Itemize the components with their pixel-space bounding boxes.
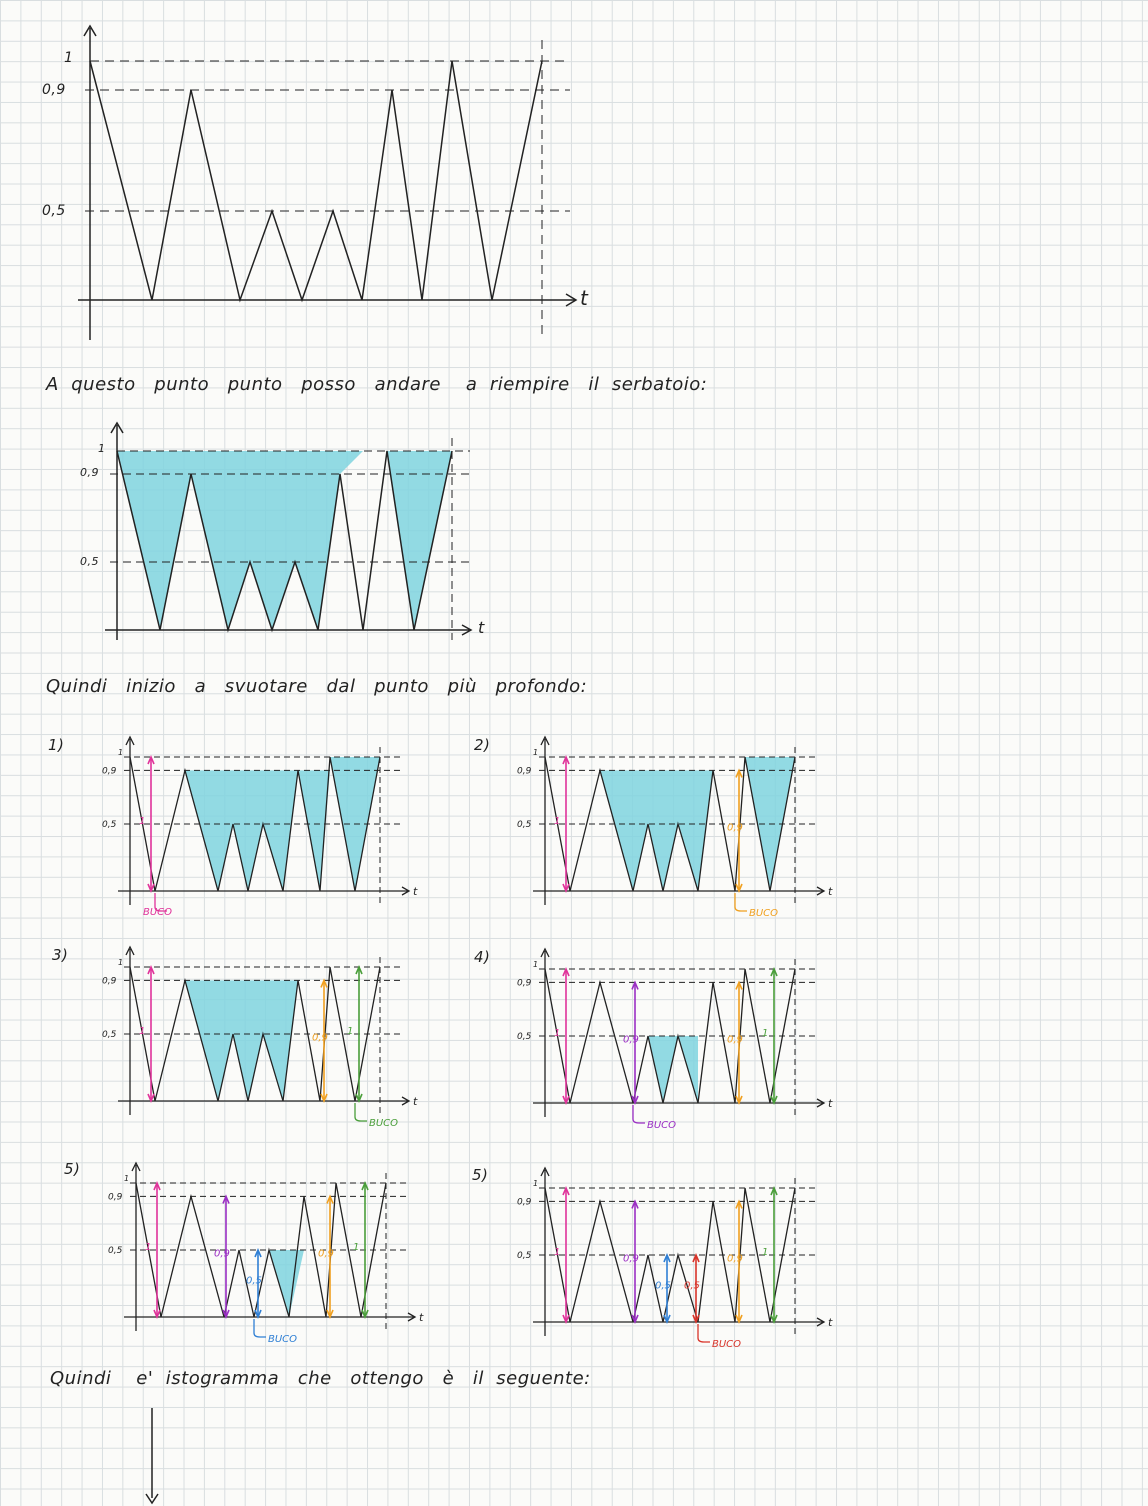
main-y-label-05: 0,5 xyxy=(42,203,66,219)
step-5-arrow-label-2: 0,5 xyxy=(655,1280,671,1292)
step-0-arrow-label-0: 1 xyxy=(139,816,146,827)
main-y-label-1: 1 xyxy=(64,50,74,66)
step-5-label-1: 1 xyxy=(533,1179,539,1188)
step-5-buco-label: BUCO xyxy=(712,1339,742,1350)
step-2-arrow-label-0: 1 xyxy=(139,1026,146,1037)
step-1-label-05: 0,5 xyxy=(517,820,532,830)
step-5-label-05: 0,5 xyxy=(517,1251,532,1261)
main-y-label-09: 0,9 xyxy=(42,82,66,98)
step-5-label-09: 0,9 xyxy=(517,1197,532,1208)
step-5-label-t: t xyxy=(828,1316,833,1329)
step-5-arrow-label-1: 0,9 xyxy=(623,1253,639,1265)
step-5-arrow-label-0: 1 xyxy=(554,1247,561,1258)
step-3-label-1: 1 xyxy=(533,960,539,969)
step-1-label-09: 0,9 xyxy=(517,766,532,777)
step-1-arrow-label-1: 0,9 xyxy=(727,822,743,834)
step-4-buco-label: BUCO xyxy=(268,1334,298,1345)
step-0-label-1: 1 xyxy=(118,748,124,757)
step-3-number: 3) xyxy=(52,946,69,964)
step-2-buco-label: BUCO xyxy=(369,1118,399,1129)
step-2-arrow-label-2: 1 xyxy=(347,1026,354,1037)
step-1-arrow-label-0: 1 xyxy=(554,816,561,827)
step-3-label-t: t xyxy=(828,1097,833,1110)
step-0-label-t: t xyxy=(413,885,418,898)
step-1-number: 1) xyxy=(48,736,65,754)
step-1-buco-label: BUCO xyxy=(749,908,779,919)
filled-y-label-05: 0,5 xyxy=(80,555,99,568)
step-4-number: 4) xyxy=(474,948,491,966)
step-4-label-1: 1 xyxy=(124,1174,130,1183)
step-4-arrow-label-2: 0,5 xyxy=(246,1275,262,1287)
step-3-arrow-label-2: 0,9 xyxy=(727,1034,743,1046)
step-0-label-09: 0,9 xyxy=(102,766,117,777)
step-2-label-1: 1 xyxy=(118,958,124,967)
step-5a-number: 5) xyxy=(64,1160,81,1178)
step-0-buco-label: BUCO xyxy=(143,907,173,918)
step-4-label-t: t xyxy=(419,1311,424,1324)
step-3-arrow-label-1: 0,9 xyxy=(623,1034,639,1046)
step-1-label-1: 1 xyxy=(533,748,539,757)
filled-y-label-1: 1 xyxy=(98,442,106,455)
step-4-arrow-label-1: 0,9 xyxy=(214,1248,230,1260)
step-1-label-t: t xyxy=(828,885,833,898)
step-4-arrow-label-0: 1 xyxy=(145,1242,152,1253)
step-2-label-05: 0,5 xyxy=(102,1030,117,1040)
step-4-label-05: 0,5 xyxy=(108,1246,123,1256)
step-2-number: 2) xyxy=(474,736,491,754)
step-3-buco-label: BUCO xyxy=(647,1120,677,1131)
step-4-arrow-label-4: 1 xyxy=(353,1242,360,1253)
main-x-label: t xyxy=(580,286,589,310)
step-5-arrow-label-4: 0,9 xyxy=(727,1253,743,1265)
step-3-arrow-label-3: 1 xyxy=(762,1028,769,1039)
step-3-label-05: 0,5 xyxy=(517,1032,532,1042)
text-line-1: A questo punto punto posso andare a riempire il serbatoio: xyxy=(46,374,708,395)
text-line-3: Quindi e' istogramma che ottengo è il seguente: xyxy=(50,1368,591,1389)
step-5-arrow-label-5: 1 xyxy=(762,1247,769,1258)
step-5b-number: 5) xyxy=(472,1166,489,1184)
step-2-arrow-label-1: 0,9 xyxy=(312,1032,328,1044)
step-3-arrow-label-0: 1 xyxy=(554,1028,561,1039)
step-2-label-t: t xyxy=(413,1095,418,1108)
filled-x-label: t xyxy=(478,618,485,637)
filled-y-label-09: 0,9 xyxy=(80,466,99,479)
step-3-label-09: 0,9 xyxy=(517,978,532,989)
step-4-label-09: 0,9 xyxy=(108,1192,123,1203)
step-5-arrow-label-3: 0,5 xyxy=(684,1280,700,1292)
step-4-arrow-label-3: 0,9 xyxy=(318,1248,334,1260)
step-0-label-05: 0,5 xyxy=(102,820,117,830)
text-line-2: Quindi inizio a svuotare dal punto più profondo: xyxy=(46,676,588,697)
step-2-label-09: 0,9 xyxy=(102,976,117,987)
